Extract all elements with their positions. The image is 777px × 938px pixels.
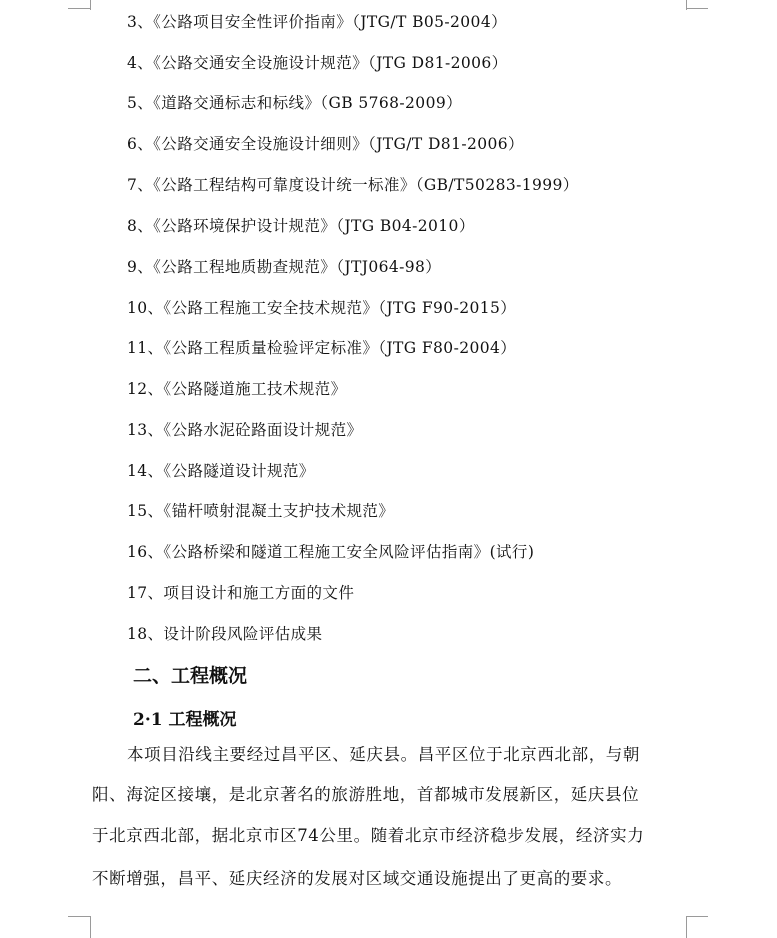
reference-item: 6、《公路交通安全设施设计细则》（JTG/T D81-2006） [127,135,524,153]
reference-item: 8、《公路环境保护设计规范》（JTG B04-2010） [127,217,475,235]
crop-mark-bottom-left [68,916,90,917]
crop-mark-top-left [68,8,90,9]
subsection-heading: 2·1 工程概况 [133,710,237,730]
crop-mark-bottom-right-v [686,916,687,938]
reference-item: 17、项目设计和施工方面的文件 [127,584,355,602]
reference-item: 14、《公路隧道设计规范》 [127,462,315,480]
paragraph-line: 于北京西北部，据北京市区74公里。随着北京市经济稳步发展，经济实力 [92,826,645,845]
reference-item: 13、《公路水泥砼路面设计规范》 [127,421,363,439]
crop-mark-bottom-left-v [90,916,91,938]
reference-item: 9、《公路工程地质勘查规范》（JTJ064-98） [127,258,442,276]
paragraph-line: 不断增强，昌平、延庆经济的发展对区域交通设施提出了更高的要求。 [92,869,623,888]
crop-mark-top-left-v [90,0,91,10]
reference-item: 12、《公路隧道施工技术规范》 [127,380,347,398]
paragraph-line: 阳、海淀区接壤，是北京著名的旅游胜地，首都城市发展新区，延庆县位 [92,785,640,804]
reference-item: 18、设计阶段风险评估成果 [127,625,323,643]
reference-item: 16、《公路桥梁和隧道工程施工安全风险评估指南》(试行) [127,543,535,561]
reference-item: 3、《公路项目安全性评价指南》（JTG/T B05-2004） [127,13,507,31]
paragraph-line: 本项目沿线主要经过昌平区、延庆县。昌平区位于北京西北部，与朝 [127,745,640,764]
reference-item: 7、《公路工程结构可靠度设计统一标准》（GB/T50283-1999） [127,176,579,194]
section-heading: 二、工程概况 [133,665,248,687]
reference-item: 11、《公路工程质量检验评定标准》（JTG F80-2004） [127,339,517,357]
reference-item: 5、《道路交通标志和标线》（GB 5768-2009） [127,94,462,112]
crop-mark-top-right-v [686,0,687,10]
crop-mark-bottom-right [686,916,708,917]
reference-item: 4、《公路交通安全设施设计规范》（JTG D81-2006） [127,54,508,72]
reference-item: 15、《锚杆喷射混凝土支护技术规范》 [127,502,395,520]
crop-mark-top-right [686,8,708,9]
reference-item: 10、《公路工程施工安全技术规范》（JTG F90-2015） [127,299,517,317]
